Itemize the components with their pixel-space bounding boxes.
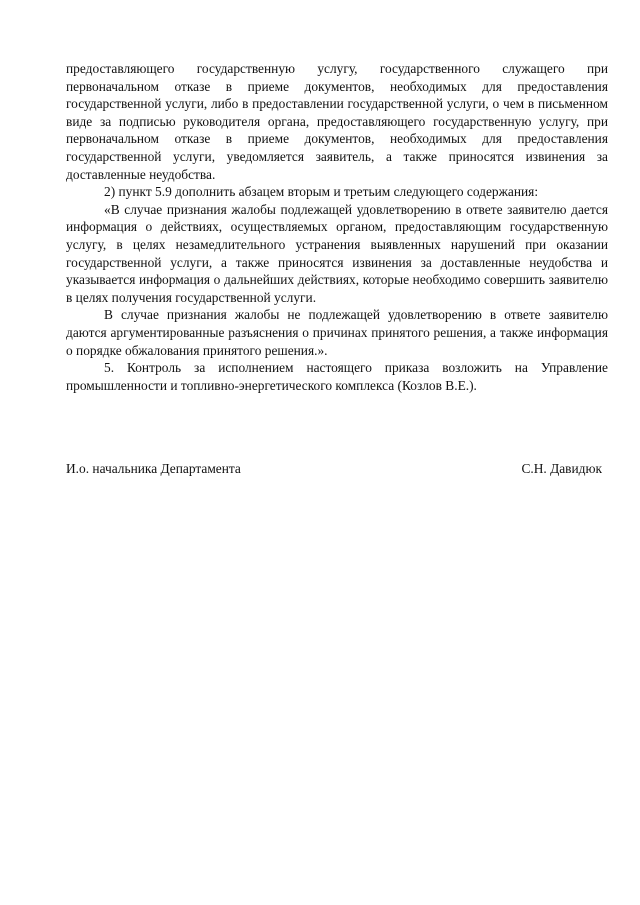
paragraph-complaint-rejected: В случае признания жалобы не подлежащей удовлетворению в ответе заявителю даются аргументированные разъяснения о причинах принятого решения, а также информация о порядке обжалования принятого решения.».	[66, 307, 608, 358]
signature-block	[66, 460, 602, 478]
signatory-position: И.о. начальника Департамента	[66, 461, 241, 476]
paragraph-control-clause: 5. Контроль за исполнением настоящего приказа возложить на Управление промышленности и топливно-энергетического комплекса (Козлов В.Е.).	[66, 360, 608, 393]
document-body	[66, 60, 608, 394]
signatory-name: С.Н. Давидюк	[521, 461, 602, 476]
paragraph-continuation: предоставляющего государственную услугу, государственного служащего при первоначальном отказе в приеме документов, необходимых для предоставления государственной услуги, либо в предоставлении государственной услуги, о чем в письменном виде за подписью руководителя органа, предоставляющего государственную услугу, при первоначальном отказе в приеме документов, необходимых для предоставления государственной услуги, уведомляется заявитель, а также приносятся извинения за доставленные неудобства.	[66, 61, 608, 182]
paragraph-complaint-satisfied: «В случае признания жалобы подлежащей удовлетворению в ответе заявителю дается информация о действиях, осуществляемых органом, предоставляющим государственную услугу, в целях незамедлительного устранения выявленных нарушений при оказании государственной услуги, а также приносятся извинения за доставленные неудобства и указывается информация о дальнейших действиях, которые необходимо совершить заявителю в целях получения государственной услуги.	[66, 201, 608, 305]
paragraph-amendment-5-9: 2) пункт 5.9 дополнить абзацем вторым и третьим следующего содержания:	[104, 184, 539, 200]
